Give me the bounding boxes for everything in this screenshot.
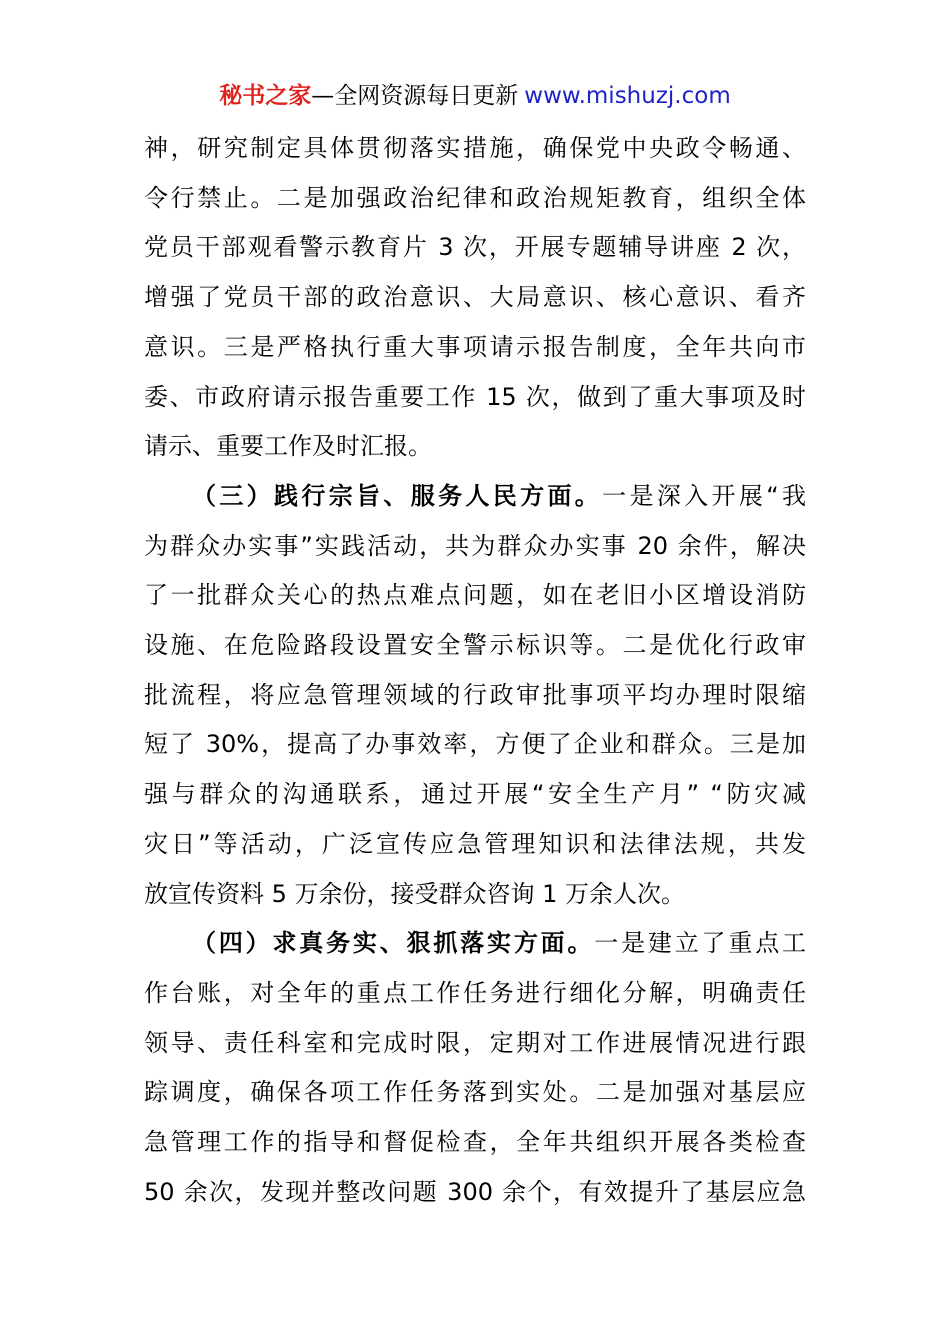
- text-line: 放宣传资料 5 万余份，接受群众咨询 1 万余人次。: [144, 879, 686, 908]
- text-line: 50 余次，发现并整改问题 300 余个，有效提升了基层应急: [144, 1177, 806, 1206]
- section-heading: （四）求真务实、狠抓落实方面。: [192, 929, 595, 958]
- text-line: 强与群众的沟通联系，通过开展“安全生产月” “防灾减: [144, 780, 806, 809]
- text-line: 领导、责任科室和完成时限，定期对工作进展情况进行跟: [144, 1028, 806, 1057]
- text-line: 批流程，将应急管理领域的行政审批事项平均办理时限缩: [144, 680, 806, 709]
- site-url-link[interactable]: www.mishuzj.com: [524, 83, 731, 109]
- text-line: 灾日”等活动，广泛宣传应急管理知识和法律法规，共发: [144, 829, 806, 858]
- page-header: [0, 80, 950, 112]
- paragraph-political-discipline: [144, 124, 806, 472]
- text-line: 设施、在危险路段设置安全警示标识等。二是优化行政审: [144, 631, 806, 660]
- text-line: 为群众办实事”实践活动，共为群众办实事 20 余件，解决: [144, 531, 806, 560]
- document-body: [144, 124, 806, 1217]
- section-heading: （三）践行宗旨、服务人民方面。: [192, 481, 603, 510]
- text-line: 短了 30%，提高了办事效率，方便了企业和群众。三是加: [144, 730, 806, 759]
- text-line: [144, 472, 806, 522]
- text-line: 增强了党员干部的政治意识、大局意识、核心意识、看齐: [144, 283, 806, 312]
- text-line: 急管理工作的指导和督促检查，全年共组织开展各类检查: [144, 1128, 806, 1157]
- text-line: 了一批群众关心的热点难点问题，如在老旧小区增设消防: [144, 581, 806, 610]
- text-line: [144, 919, 806, 969]
- brand-name: 秘书之家: [219, 83, 312, 109]
- heading-line-rest: 一是深入开展“我: [602, 481, 806, 510]
- text-line: 意识。三是严格执行重大事项请示报告制度，全年共向市: [144, 332, 806, 361]
- text-line: 请示、重要工作及时汇报。: [144, 432, 432, 461]
- header-tagline: —全网资源每日更新: [311, 83, 519, 109]
- paragraph-implementation: [144, 919, 806, 1217]
- text-line: 令行禁止。二是加强政治纪律和政治规矩教育，组织全体: [144, 183, 806, 212]
- text-line: 踪调度，确保各项工作任务落到实处。二是加强对基层应: [144, 1078, 806, 1107]
- text-line: 委、市政府请示报告重要工作 15 次，做到了重大事项及时: [144, 382, 806, 411]
- text-line: 神，研究制定具体贯彻落实措施，确保党中央政令畅通、: [144, 134, 806, 162]
- text-line: 党员干部观看警示教育片 3 次，开展专题辅导讲座 2 次，: [144, 233, 806, 262]
- paragraph-serve-people: [144, 472, 806, 919]
- text-line: 作台账，对全年的重点工作任务进行细化分解，明确责任: [144, 978, 806, 1007]
- heading-line-rest: 一是建立了重点工: [594, 929, 807, 958]
